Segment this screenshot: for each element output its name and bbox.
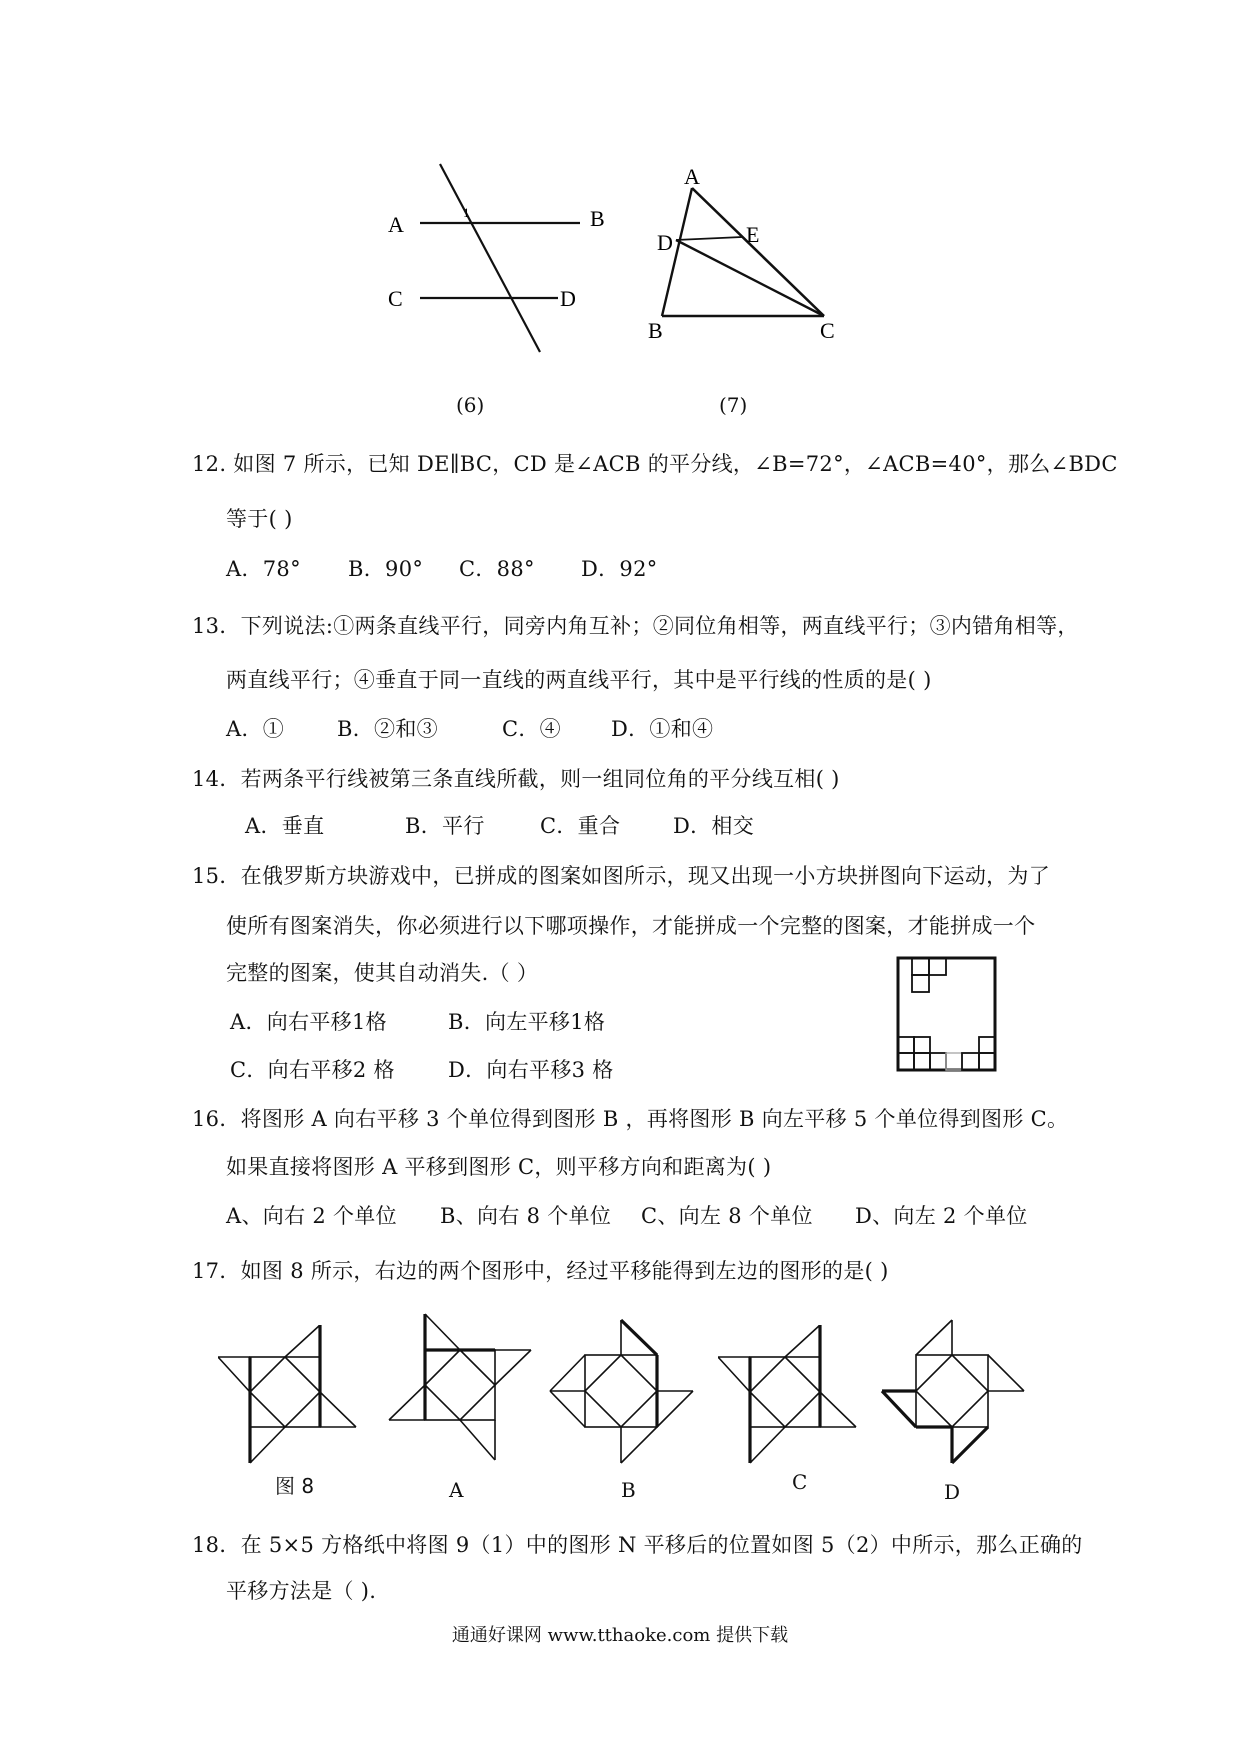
fig7-point-c: C <box>820 318 835 343</box>
q13-line2: 两直线平行；④垂直于同一直线的两直线平行，其中是平行线的性质的是( ) <box>226 668 932 692</box>
fig7-point-d: D <box>657 230 673 255</box>
tetris-figure <box>895 955 1001 1077</box>
fig7-point-b: B <box>648 318 663 343</box>
fig6-caption: (6) <box>456 393 485 417</box>
q15-line2: 使所有图案消失，你必须进行以下哪项操作，才能拼成一个完整的图案，才能拼成一个 <box>226 914 1036 938</box>
fig6-angle-label: 1 <box>463 205 470 220</box>
figure-6 <box>380 160 610 360</box>
q14-option-b: B．平行 <box>405 814 485 838</box>
q14-option-a: A．垂直 <box>245 814 325 838</box>
fig6-point-a: A <box>388 212 404 237</box>
q13-option-b: B．②和③ <box>337 717 438 741</box>
q14-option-c: C．重合 <box>540 814 621 838</box>
fig8-label: 图 8 <box>275 1474 315 1498</box>
q15-option-d: D．向右平移3 格 <box>448 1058 614 1082</box>
q15-line3: 完整的图案，使其自动消失.（ ） <box>226 961 539 985</box>
q12-option-c: C．88° <box>459 557 535 581</box>
fig8-option-c-label: C <box>792 1470 808 1494</box>
fig6-point-b: B <box>590 206 605 231</box>
q13-option-d: D．①和④ <box>611 717 714 741</box>
q16-line2: 如果直接将图形 A 平移到图形 C，则平移方向和距离为( ) <box>226 1155 772 1179</box>
q14-option-d: D．相交 <box>673 814 755 838</box>
q15-option-c: C．向右平移2 格 <box>230 1058 395 1082</box>
q13-option-c: C．④ <box>502 717 561 741</box>
q16-option-a: A、向右 2 个单位 <box>226 1204 397 1228</box>
q16-option-b: B、向右 8 个单位 <box>440 1204 612 1228</box>
fig7-caption: (7) <box>719 393 748 417</box>
q16-line1: 16．将图形 A 向右平移 3 个单位得到图形 B ，再将图形 B 向左平移 5 个单位得到图形 C。 <box>192 1107 1069 1131</box>
fig8-option-b-shape <box>548 1318 698 1468</box>
page-footer: 通通好课网 www.tthaoke.com 提供下载 <box>451 1625 789 1646</box>
q14-line1: 14．若两条平行线被第三条直线所截，则一组同位角的平分线互相( ) <box>192 767 840 791</box>
q17-line1: 17．如图 8 所示，右边的两个图形中，经过平移能得到左边的图形的是( ) <box>192 1259 889 1283</box>
fig6-point-d: D <box>560 286 576 311</box>
fig6-point-c: C <box>388 286 403 311</box>
fig7-point-a: A <box>684 164 700 189</box>
q18-line2: 平移方法是（ ). <box>226 1579 377 1603</box>
fig8-option-c-shape <box>718 1325 860 1469</box>
fig8-option-a-shape <box>385 1310 535 1468</box>
fig7-point-e: E <box>746 222 760 247</box>
q13-line1: 13．下列说法:①两条直线平行，同旁内角互补；②同位角相等，两直线平行；③内错角相等， <box>192 614 1079 638</box>
fig8-option-a-label: A <box>449 1478 464 1502</box>
fig8-option-d-label: D <box>944 1480 961 1504</box>
q18-line1: 18．在 5×5 方格纸中将图 9（1）中的图形 N 平移后的位置如图 5（2）中所示，那么正确的 <box>192 1533 1083 1557</box>
q16-option-d: D、向左 2 个单位 <box>855 1204 1028 1228</box>
q13-option-a: A．① <box>226 717 285 741</box>
fig8-option-b-label: B <box>621 1478 636 1502</box>
q12-option-b: B．90° <box>348 557 424 581</box>
q15-line1: 15．在俄罗斯方块游戏中，已拼成的图案如图所示，现又出现一小方块拼图向下运动，为了 <box>192 864 1051 888</box>
q16-option-c: C、向左 8 个单位 <box>641 1204 813 1228</box>
q12-option-a: A．78° <box>226 557 301 581</box>
q15-option-b: B．向左平移1格 <box>448 1010 606 1034</box>
q12-option-d: D．92° <box>581 557 658 581</box>
q12-line2: 等于( ) <box>226 507 293 531</box>
fig8-shape <box>218 1325 360 1469</box>
figure-7-lines <box>640 160 840 360</box>
q12-line1: 12. 如图 7 所示，已知 DE∥BC，CD 是∠ACB 的平分线，∠B=72°，∠ACB=40°，那么∠BDC <box>192 452 1118 476</box>
q15-option-a: A．向右平移1格 <box>230 1010 387 1034</box>
fig8-option-d-shape <box>880 1318 1030 1468</box>
